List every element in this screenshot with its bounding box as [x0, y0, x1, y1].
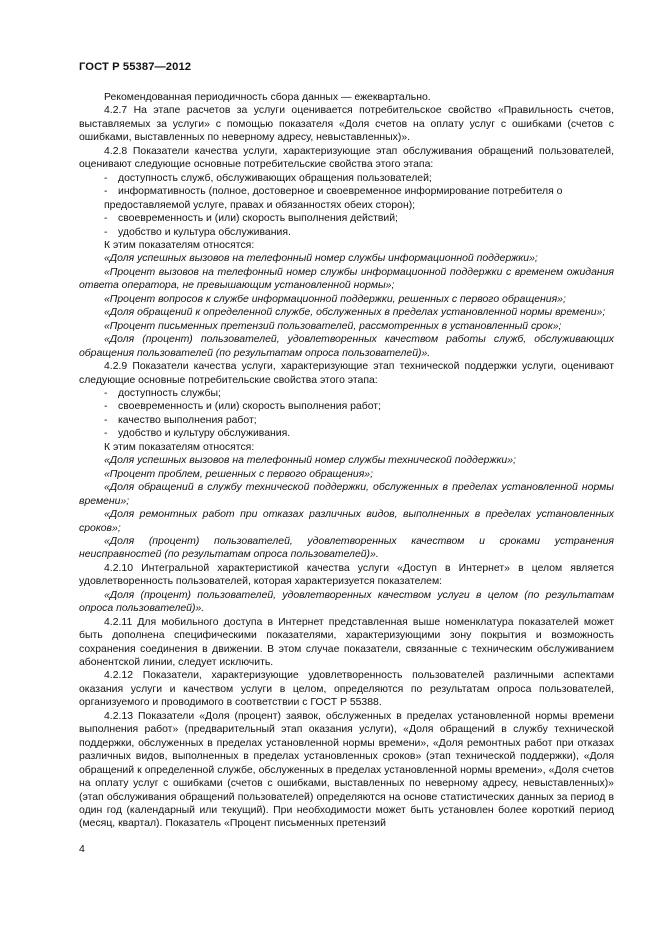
list-item-text: своевременность и (или) скорость выполнения действий; — [118, 213, 398, 225]
list-item — [79, 185, 614, 212]
paragraph: Рекомендованная периодичность сбора данных — ежеквартально. — [104, 92, 431, 103]
paragraph: 4.2.12 Показатели, характеризующие удовлетворенность пользователей различными аспектами оказания услуги и качеством услуги в целом, определяются по результатам опроса пользователей, организуемого и проводимого в соответствии с ГОСТ Р 55388. — [79, 670, 614, 709]
indicator-quote: «Процент вызовов на телефонный номер службы информационной поддержки с временем ожидания ответа оператора, не превышающим установленной нормы»; — [79, 266, 614, 292]
paragraph: К этим показателям относятся: — [104, 239, 255, 251]
dash-bullet: - — [104, 428, 108, 440]
list-item-text: доступность службы; — [118, 387, 221, 399]
list-item — [79, 172, 614, 185]
indicator-quote: «Доля обращений к определенной службе, обслуженных в пределах установленной нормы времени»; — [104, 307, 606, 319]
paragraph: 4.2.8 Показатели качества услуги, характеризующие этап обслуживания обращений пользователей, оценивают следующие основные потребительские свойства этого этапа: — [79, 145, 614, 171]
indicator-quote: «Доля успешных вызовов на телефонный номер службы технической поддержки»; — [104, 455, 516, 467]
list-item — [79, 414, 614, 427]
list-item-text: информативность (полное, достоверное и своевременное информирование потребителя о предоставляемой услуге, правах и обязанностях обеих сторон); — [104, 186, 563, 211]
paragraph: 4.2.11 Для мобильного доступа в Интернет представленная выше номенклатура показателей может быть дополнена специфическими показателями, характеризующими зону покрытия и возможность сохранения соединения в движении. В этом случае показатели, связанные с техническим обслуживанием абонентской линии, следует исключить. — [79, 616, 614, 669]
dash-bullet: - — [104, 186, 108, 198]
indicator-quote: «Процент проблем, решенных с первого обращения»; — [104, 468, 374, 480]
list-item — [79, 212, 614, 225]
paragraph: К этим показателям относятся: — [104, 441, 255, 453]
indicator-quote: «Доля обращений в службу технической поддержки, обслуженных в пределах установленной нормы времени»; — [79, 482, 614, 507]
paragraph: 4.2.7 На этапе расчетов за услуги оценивается потребительское свойство «Правильность счетов, выставляемых за услуги» с помощью показателя «Доля счетов на оплату услуг с ошибками (счетов с ошибками, выставленных по неверному адресу, невыставленных)». — [79, 105, 614, 144]
dash-bullet: - — [104, 213, 108, 225]
paragraph: 4.2.13 Показатели «Доля (процент) заявок, обслуженных в пределах установленной нормы времени выполнения работ» (предварительный этап оказания услуги), «Доля обращений в службу технической поддержки, обслуженных в пределах установленной нормы времени», «Доля ремонтных работ при отказах различных видов, выполненных в пределах установленных сроков» (этап технической поддержки), «Доля обращений к определенной службе, обслуженных в пределах установленной нормы времени», «Доля счетов на оплату услуг с ошибками (счетов с ошибками, выставленных по неверному адресу, невыставленных)» (этап обслуживания обращений пользователей) определяются на основе статистических данных за период в один год (календарный или текущий). При необходимости может быть установлен более короткий период (месяц, квартал). Показатель «Процент письменных претензий — [79, 710, 614, 830]
indicator-quote: «Доля успешных вызовов на телефонный номер службы информационной поддержки»; — [104, 253, 538, 265]
indicator-quote: «Доля (процент) пользователей, удовлетворенных качеством работы служб, обслуживающих обращения пользователей (по результатам опроса пользователей)». — [79, 334, 614, 359]
list-item — [79, 400, 614, 413]
indicator-quote: «Процент вопросов к службе информационной поддержки, решенных с первого обращения»; — [104, 293, 566, 305]
dash-bullet: - — [104, 226, 108, 238]
document-body — [79, 91, 614, 831]
indicator-quote: «Доля (процент) пользователей, удовлетворенных качеством и сроками устранения неисправностей (по результатам опроса пользователей)». — [79, 535, 614, 561]
indicator-quote: «Процент письменных претензий пользователей, рассмотренных в установленный срок»; — [104, 320, 562, 332]
dash-bullet: - — [104, 387, 108, 399]
list-item-text: доступность служб, обслуживающих обращения пользователей; — [118, 172, 432, 184]
list-item — [79, 226, 614, 239]
list-item-text: удобство и культуру обслуживания. — [118, 428, 291, 440]
indicator-quote: «Доля (процент) пользователей, удовлетворенных качеством услуги в целом (по результатам опроса пользователей)». — [79, 589, 614, 615]
list-item — [79, 427, 614, 440]
paragraph: 4.2.10 Интегральной характеристикой качества услуги «Доступ в Интернет» в целом является удовлетворенность пользователей, которая характеризуется показателем: — [79, 562, 614, 588]
dash-bullet: - — [104, 172, 108, 184]
list-item-text: качество выполнения работ; — [118, 414, 257, 426]
list-item-text: удобство и культура обслуживания. — [118, 226, 291, 238]
list-item — [79, 387, 614, 400]
page-number: 4 — [79, 843, 85, 855]
dash-bullet: - — [104, 401, 108, 413]
page-header: ГОСТ Р 55387—2012 — [79, 61, 192, 73]
list-item-text: своевременность и (или) скорость выполнения работ; — [118, 401, 381, 413]
dash-bullet: - — [104, 414, 108, 426]
paragraph: 4.2.9 Показатели качества услуги, характеризующие этап технической поддержки услуги, оценивают следующие основные потребительские свойства этого этапа: — [79, 361, 614, 386]
indicator-quote: «Доля ремонтных работ при отказах различных видов, выполненных в пределах установленных сроков»; — [79, 509, 614, 534]
